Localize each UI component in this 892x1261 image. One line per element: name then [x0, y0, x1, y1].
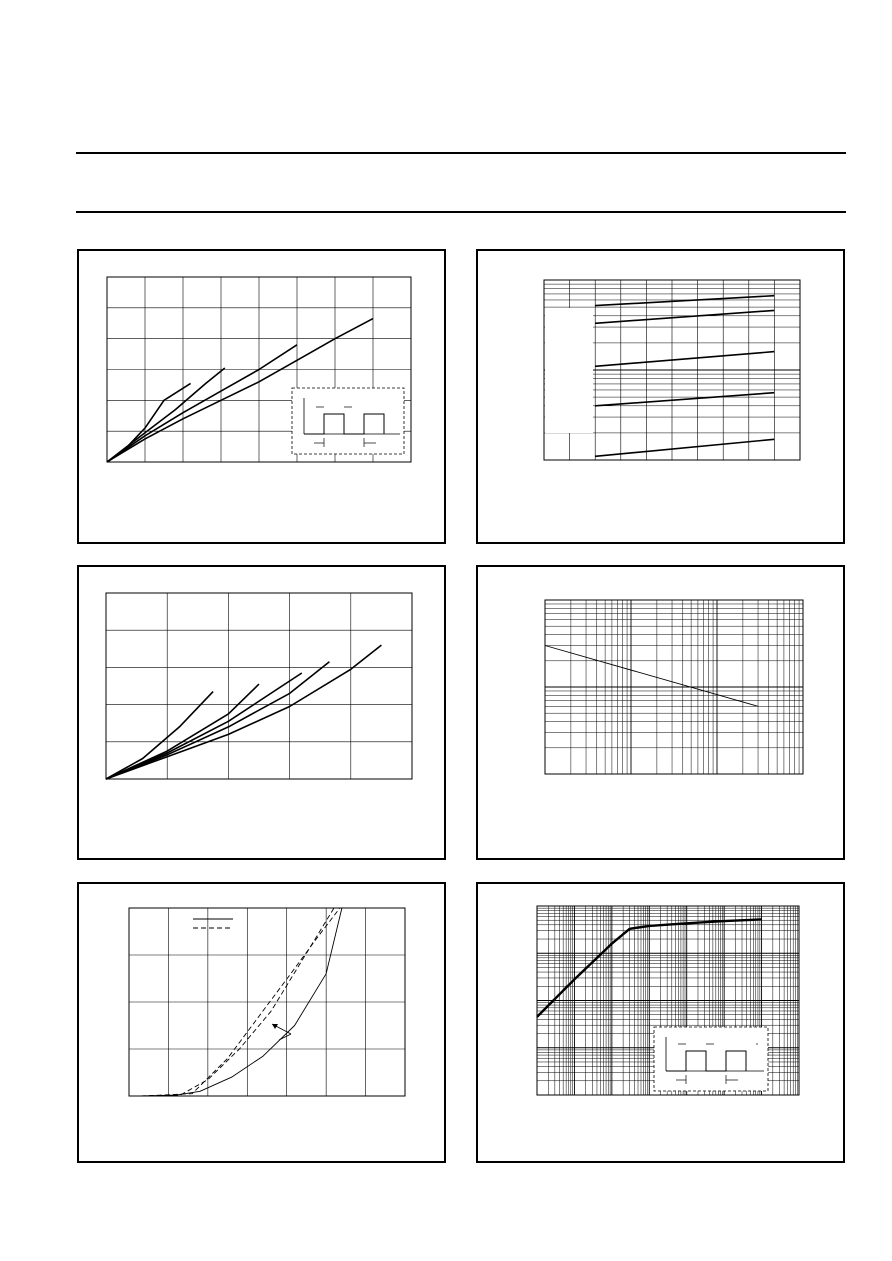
label-gap-mask — [545, 308, 593, 433]
pulse-inset — [292, 388, 404, 454]
chart-6-svg — [478, 884, 847, 1165]
chart-legend — [193, 919, 233, 928]
chart-3-svg — [79, 567, 448, 862]
figure-panel-1 — [77, 249, 446, 544]
chart-p4-grid — [545, 600, 803, 774]
figure-panel-5 — [77, 882, 446, 1163]
header-rule-top — [76, 152, 846, 154]
series-line-4 — [595, 310, 774, 323]
chart-4-svg — [478, 567, 847, 862]
pulse-inset — [654, 1027, 768, 1091]
series-line-1 — [545, 646, 758, 707]
figure-panel-3 — [77, 565, 446, 860]
inset-frame — [292, 388, 404, 454]
series-line-5 — [595, 296, 774, 306]
chart-2-svg — [478, 251, 847, 546]
series-line-1 — [595, 439, 774, 456]
inset-frame — [654, 1027, 768, 1091]
series-line-2 — [107, 368, 225, 462]
figure-panel-4 — [476, 565, 845, 860]
header-rule-bottom — [76, 211, 846, 213]
figure-panel-2 — [476, 249, 845, 544]
series-line-3 — [595, 352, 774, 367]
figure-panel-6 — [476, 882, 845, 1163]
chart-p5-grid — [129, 908, 405, 1096]
series-line-1 — [107, 383, 191, 462]
chart-1-svg — [79, 251, 448, 546]
chart-5-svg — [79, 884, 448, 1165]
series-line-2 — [595, 393, 774, 406]
